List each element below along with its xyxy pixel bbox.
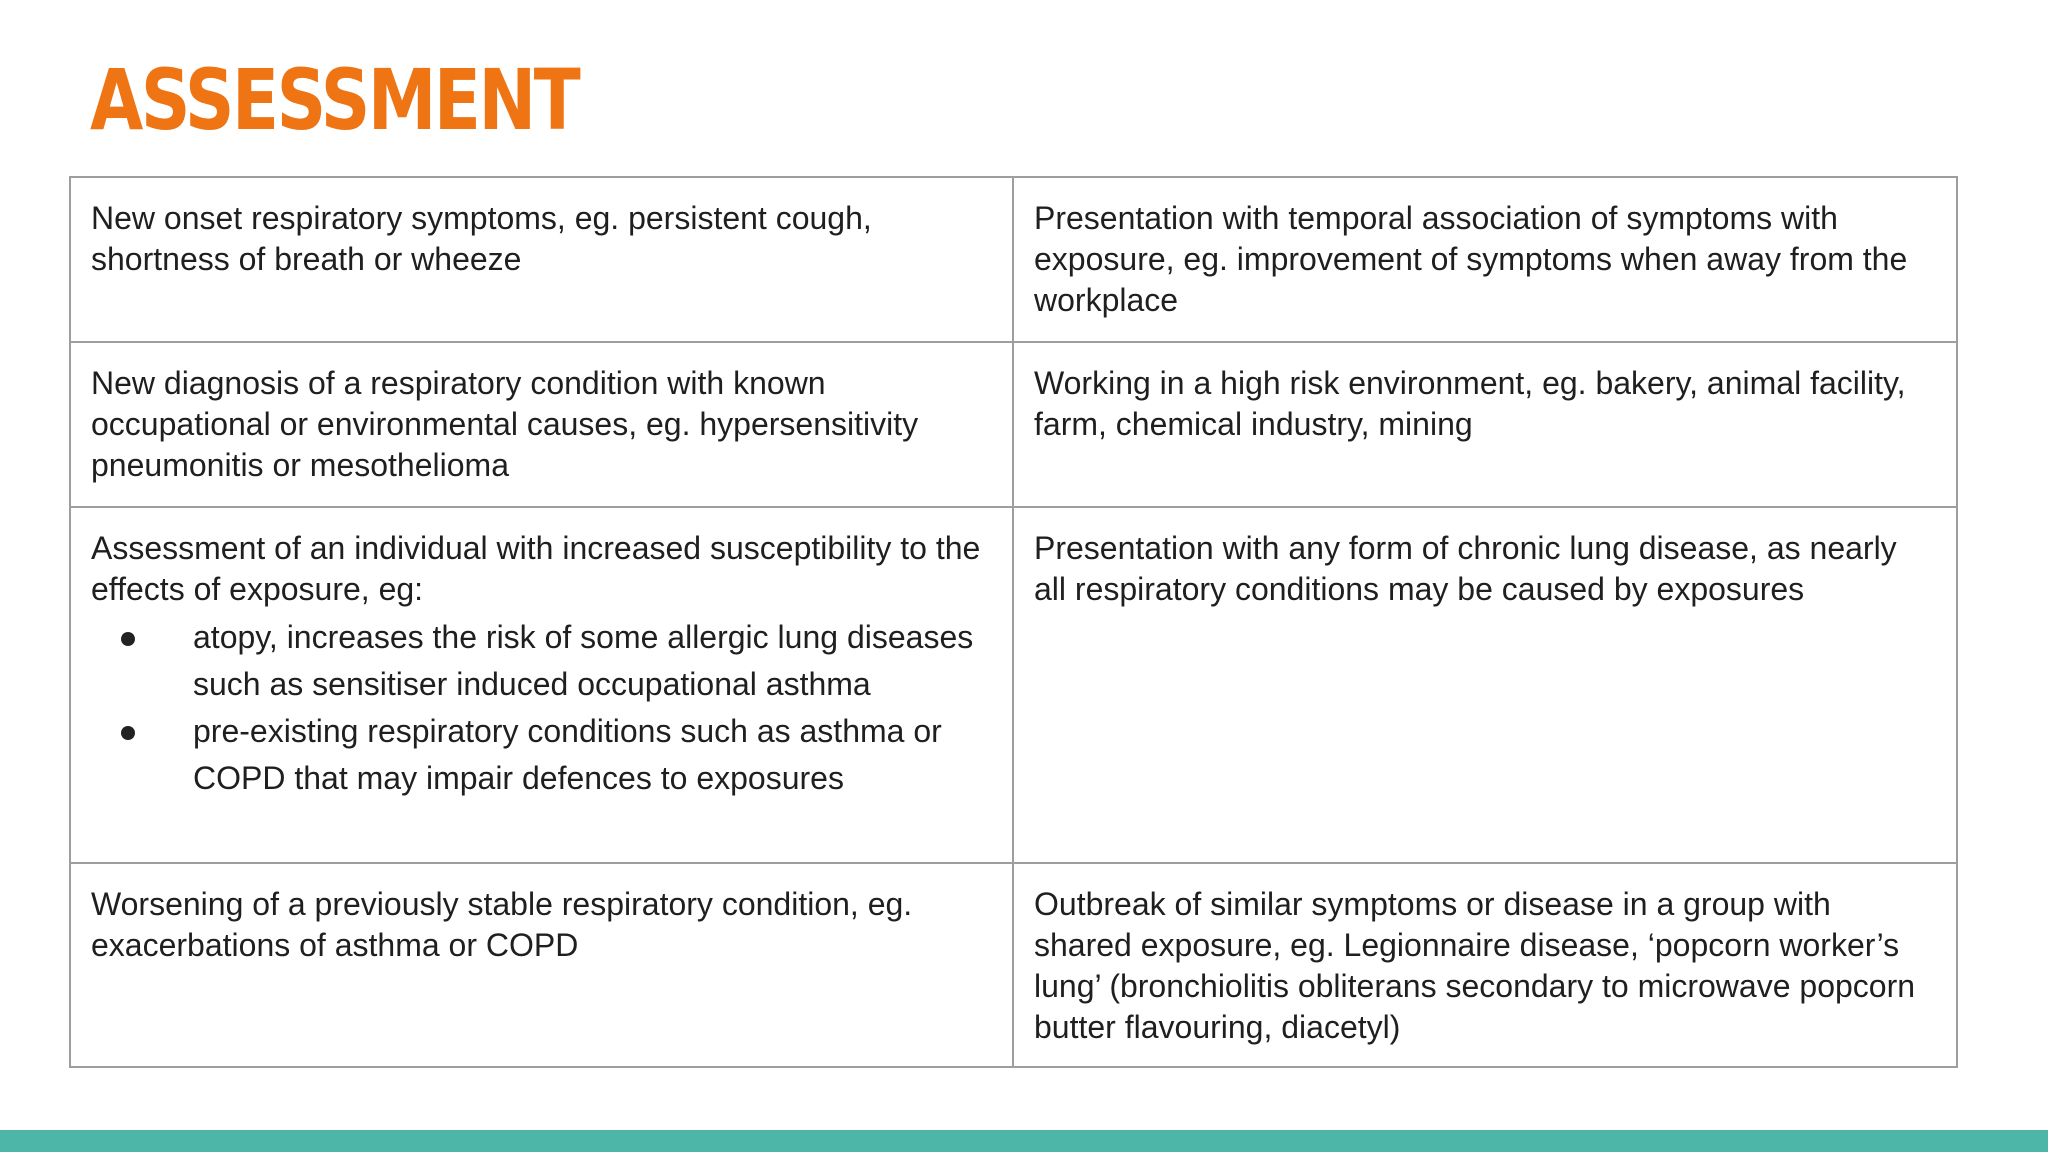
slide-title: ASSESSMENT [90,51,579,149]
list-item [193,708,992,802]
list-item-text: atopy, increases the risk of some allergic lung diseases such as sensitiser induced occupational asthma [193,619,974,702]
table-cell-left [70,507,1013,863]
table-cell-right: Presentation with any form of chronic lung disease, as nearly all respiratory conditions may be caused by exposures [1013,507,1957,863]
table-row [70,507,1957,863]
table-cell-left: New onset respiratory symptoms, eg. persistent cough, shortness of breath or wheeze [70,177,1013,342]
cell-lead-text: Assessment of an individual with increased susceptibility to the effects of exposure, eg: [91,530,981,607]
list-item [193,614,992,708]
bullet-icon [121,726,135,740]
table-cell-left: New diagnosis of a respiratory condition with known occupational or environmental causes, eg. hypersensitivity pneumonitis or mesothelioma [70,342,1013,507]
assessment-table [69,176,1958,1068]
table-row [70,863,1957,1067]
table-row [70,342,1957,507]
table-cell-left: Worsening of a previously stable respiratory condition, eg. exacerbations of asthma or COPD [70,863,1013,1067]
table-row [70,177,1957,342]
table-cell-right: Outbreak of similar symptoms or disease in a group with shared exposure, eg. Legionnaire disease, ‘popcorn worker’s lung’ (bronchiolitis obliterans secondary to microwave popcorn butter flavouring, diacetyl) [1013,863,1957,1067]
footer-accent-bar [0,1130,2048,1152]
bullet-list [91,614,992,802]
table-cell-right: Working in a high risk environment, eg. bakery, animal facility, farm, chemical industry, mining [1013,342,1957,507]
list-item-text: pre-existing respiratory conditions such as asthma or COPD that may impair defences to exposures [193,713,942,796]
table-cell-right: Presentation with temporal association of symptoms with exposure, eg. improvement of symptoms when away from the workplace [1013,177,1957,342]
bullet-icon [121,632,135,646]
